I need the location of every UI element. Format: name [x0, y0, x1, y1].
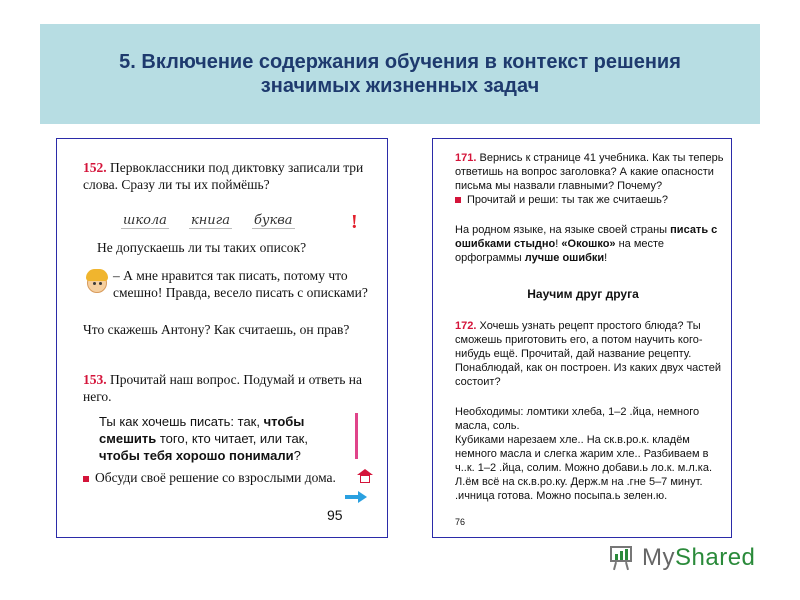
logo-text: [642, 544, 755, 572]
exercise-152-text: Первоклассники под диктовку записали три слова. Сразу ли ты их поймёшь?: [83, 160, 364, 192]
arrow-right-icon: [345, 491, 367, 503]
quote-text-2: того, кто читает, или так,: [156, 431, 308, 446]
exercise-153-text: Прочитай наш вопрос. Подумай и ответь на него.: [83, 372, 362, 404]
section-heading: Научим друг друга: [527, 287, 639, 301]
exclamation-icon: !: [351, 211, 358, 233]
logo-text-suffix: Shared: [675, 544, 756, 571]
logo-text-prefix: My: [642, 544, 675, 571]
slide-title-banner: [40, 24, 760, 124]
quote-text-3: ?: [293, 448, 301, 463]
script-word-1: школа: [123, 213, 167, 228]
textbook-page-right: [432, 138, 732, 538]
discuss-task: [83, 469, 351, 486]
question-1: Не допускаешь ли ты таких описок?: [97, 240, 307, 255]
discuss-text: Обсуди своё решение со взрослыми дома.: [95, 470, 336, 485]
quote-accent-bar: [355, 413, 358, 459]
note-text-1: На родном языке, на языке своей страны: [455, 224, 671, 236]
exercise-172: [455, 319, 725, 389]
note-bold-3: лучше ошибки: [524, 252, 605, 264]
page-number-left: 95: [327, 507, 343, 523]
rule-note: [455, 223, 725, 265]
exercise-152: [83, 159, 379, 193]
handwritten-words: [121, 213, 321, 229]
recipe-ingredients: Необходимы: ломтики хлеба, 1–2 .йца, немного масла, соль.: [455, 406, 700, 432]
bullet-icon: [83, 476, 89, 482]
quote-bold-2: чтобы тебя хорошо понимали: [99, 448, 294, 463]
exercise-171-task: Прочитай и реши: ты так же считаешь?: [467, 194, 669, 206]
exercise-172-number: 172.: [455, 320, 477, 332]
exercise-171: [455, 151, 725, 207]
exercise-172-text: Хочешь узнать рецепт простого блюда? Ты сможешь приготовить его, а потом научить кого-нибудь ещё. Прочитай, дай название рецепту. Понаблюдай, как он построен. Из каких двух частей состоит?: [455, 320, 721, 388]
quote-bold-1: чтобы смешить: [99, 414, 305, 446]
note-bold-1: писать с ошибками стыдно: [455, 224, 718, 250]
home-icon: [357, 469, 373, 483]
anton-speech: – А мне нравится так писать, потому что смешно! Правда, весело писать с описками?: [113, 268, 368, 300]
note-text-3: на месте орфограммы: [455, 238, 665, 264]
exercise-153: [83, 371, 379, 405]
slide-title-line2: значимых жизненных задач: [260, 75, 540, 97]
slide-title-line1: 5. Включение содержания обучения в контекст решения: [119, 51, 681, 73]
question-2: Что скажешь Антону? Как считаешь, он прав?: [83, 322, 350, 337]
page-number-right: 76: [455, 517, 466, 527]
textbook-page-left: [56, 138, 388, 538]
bullet-icon: [455, 197, 461, 203]
exercise-171-text: Вернись к странице 41 учебника. Как ты теперь ответишь на вопрос заголовка? А какие опасности письма мы назвали главными? Почему?: [455, 152, 724, 192]
exercise-153-number: 153.: [83, 372, 107, 387]
note-text-4: !: [604, 252, 608, 264]
quote-text-1: Ты как хочешь писать: так,: [99, 414, 264, 429]
recipe-cooking: Кубиками нарезаем хле.. На ск.в.ро.к. кладём немного масла и слегка жарим хле.. Разбиваем в ч..к. 1–2 .йца, солим. Можно добави.ь ло.к. м.л.ка. Л.ём всё на ск.в.ро.ку. Держ.м на .гне 5–7 минут. .ичница готова. Можно посыпа.ь зелен.ю.: [455, 434, 713, 502]
myshared-logo: [606, 540, 766, 576]
presentation-board-icon: [606, 544, 636, 572]
exercise-171-number: 171.: [455, 152, 477, 164]
quote-question: [99, 413, 351, 464]
exercise-152-number: 152.: [83, 160, 107, 175]
script-word-2: книга: [190, 213, 230, 228]
note-bold-2: «Окошко»: [561, 238, 616, 250]
note-text-2: !: [555, 238, 562, 250]
script-word-3: буква: [253, 213, 293, 228]
